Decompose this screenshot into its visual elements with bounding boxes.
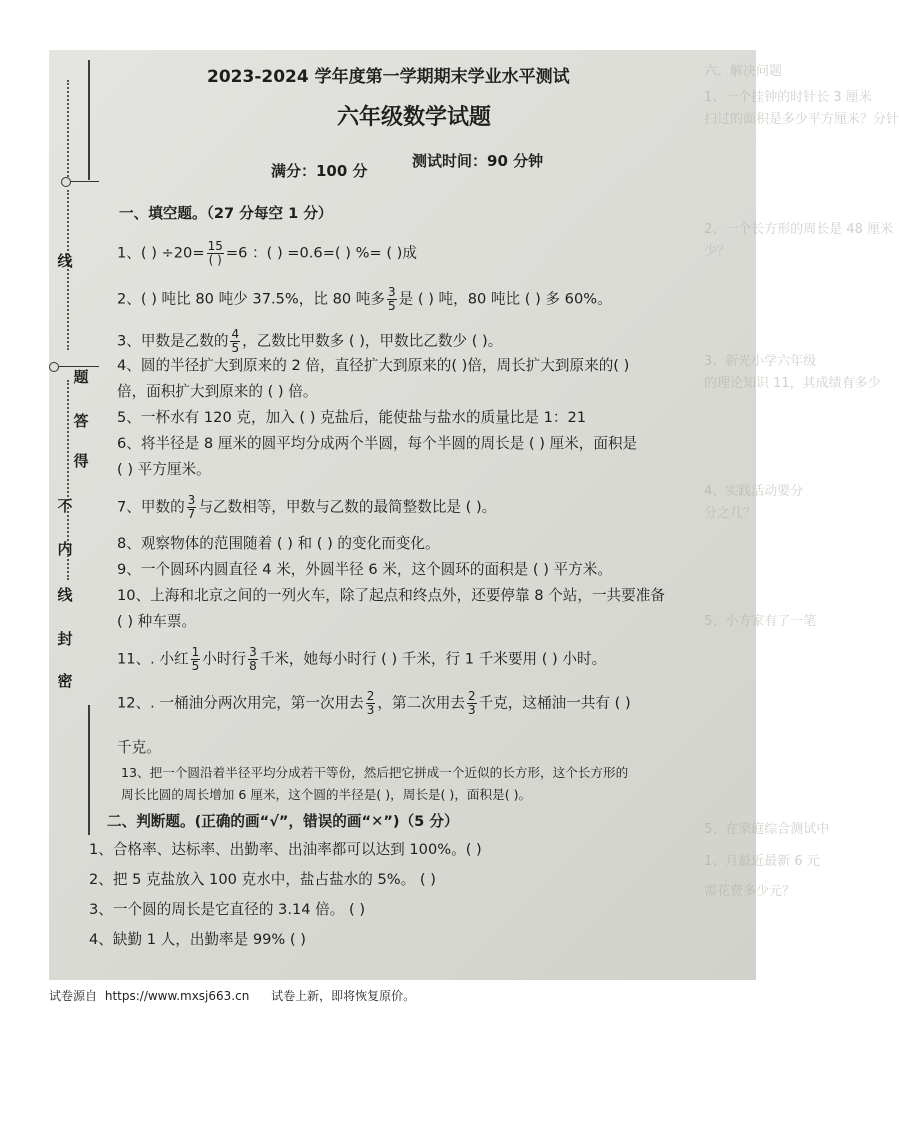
- question-13-line1: 13、把一个圆沿着半径平均分成若干等份，然后把它拼成一个近似的长方形，这个长方形的: [121, 765, 629, 780]
- full-score: 满分：100 分: [271, 162, 368, 180]
- bleed-text: 分之几？: [704, 506, 757, 521]
- margin-char: 线: [57, 586, 73, 604]
- question-11: 11、. 小红 $\frac{1}{5}$ 小时行 $\frac{3}{8}$ 千米，她每小时行 ( ) 千米，行 1 千米要用 ( ) 小时。: [117, 645, 607, 673]
- bleed-text: 5、在家庭综合测试中: [704, 822, 830, 837]
- bleed-text: 六、解决问题: [704, 64, 783, 79]
- exam-subject: 六年级数学试题: [337, 105, 492, 130]
- section-heading: 一、填空题。（27 分每空 1 分）: [119, 205, 333, 222]
- source-link[interactable]: https://www.mxsj663.cn: [104, 989, 250, 1003]
- bleed-text: 2、一个长方形的周长是 48 厘米: [704, 222, 894, 237]
- question-1: 1、( ) ÷20= $\frac{15}{( )}$ =6 ：( ) =0.6=( ) %= ( )成: [117, 239, 417, 267]
- bleed-text: 需花费多少元？: [704, 884, 796, 899]
- margin-char: 得: [73, 452, 89, 470]
- margin-char: 答: [73, 412, 89, 430]
- question-8: 8、观察物体的范围随着 ( ) 和 ( ) 的变化而变化。: [117, 535, 440, 552]
- binding-hole: [49, 362, 59, 372]
- exam-photo: [49, 50, 899, 980]
- margin-char: 线: [57, 252, 73, 270]
- question-4-line1: 4、圆的半径扩大到原来的 2 倍，直径扩大到原来的( )倍，周长扩大到原来的( ): [117, 357, 630, 374]
- source-label: 试卷源自: [49, 989, 98, 1003]
- margin-char: 封: [57, 630, 73, 648]
- question-5: 5、一杯水有 120 克，加入 ( ) 克盐后，能使盐与盐水的质量比是 1：21: [117, 409, 587, 426]
- page-footer: [49, 987, 415, 1004]
- judge-question-1: 1、合格率、达标率、出勤率、出油率都可以达到 100%。( ): [89, 841, 482, 858]
- bleed-text: 3、新光小学六年级: [704, 354, 817, 369]
- notice-text: 试卷上新，即将恢复原价。: [271, 989, 416, 1003]
- fraction: $\frac{4}{5}$: [231, 327, 240, 355]
- binding-hole: [61, 177, 71, 187]
- question-13-line2: 周长比圆的周长增加 6 厘米，这个圆的半径是( )，周长是( )，面积是( )。: [121, 787, 532, 802]
- fraction: $\frac{3}{7}$: [187, 493, 196, 521]
- fraction: $\frac{15}{( )}$: [207, 239, 223, 267]
- binding-mark: [71, 181, 99, 182]
- bleed-text: 少？: [704, 244, 731, 259]
- fraction: $\frac{1}{5}$: [191, 645, 200, 673]
- fraction: $\frac{3}{8}$: [249, 645, 257, 673]
- exam-title: 2023-2024 学年度第一学期期末学业水平测试: [207, 67, 570, 87]
- bleed-text: 4、实践活动要分: [704, 484, 804, 499]
- question-12: 12、. 一桶油分两次用完，第一次用去 $\frac{2}{3}$ ，第二次用去 $\frac{2}{3}$ 千克，这桶油一共有 ( ): [117, 689, 631, 717]
- question-10-line1: 10、上海和北京之间的一列火车，除了起点和终点外，还要停靠 8 个站，一共要准备: [117, 587, 665, 604]
- question-7: 7、甲数的 $\frac{3}{7}$ 与乙数相等，甲数与乙数的最简整数比是 ( )。: [117, 493, 497, 521]
- margin-char: 密: [57, 672, 73, 690]
- question-9: 9、一个圆环内圆直径 4 米，外圆半径 6 米，这个圆环的面积是 ( ) 平方米。: [117, 561, 612, 578]
- judge-question-3: 3、一个圆的周长是它直径的 3.14 倍。 ( ): [89, 901, 366, 918]
- question-3: 3、甲数是乙数的 $\frac{4}{5}$ ，乙数比甲数多 ( )，甲数比乙数少 ( )。: [117, 327, 503, 355]
- margin-char: 不: [57, 497, 73, 515]
- question-6-line1: 6、将半径是 8 厘米的圆平均分成两个半圆，每个半圆的周长是 ( ) 厘米，面积是: [117, 435, 638, 452]
- fraction: $\frac{3}{5}$: [388, 285, 396, 313]
- fraction: $\frac{2}{3}$: [366, 689, 375, 717]
- question-6-line2: ( ) 平方厘米。: [117, 461, 211, 478]
- margin-dots-top: [67, 80, 69, 180]
- margin-line-top: [88, 60, 90, 180]
- margin-char: 题: [73, 368, 89, 386]
- question-10-line2: ( ) 种车票。: [117, 613, 197, 630]
- judge-question-2: 2、把 5 克盐放入 100 克水中，盐占盐水的 5%。 ( ): [89, 871, 436, 888]
- margin-line-bottom: [88, 705, 90, 835]
- judge-question-4: 4、缺勤 1 人，出勤率是 99% ( ): [89, 931, 306, 948]
- bleed-text: 1、一个挂钟的时针长 3 厘米: [704, 90, 872, 105]
- question-2: 2、( ) 吨比 80 吨少 37.5%，比 80 吨多 $\frac{3}{5}$ 是 ( ) 吨，80 吨比 ( ) 多 60%。: [117, 285, 612, 313]
- bleed-text: 的理论知识 11，其成绩有多少: [704, 376, 881, 391]
- test-time: 测试时间：90 分钟: [412, 152, 544, 170]
- bleed-text: 1、月最近最新 6 元: [704, 854, 820, 869]
- question-4-line2: 倍，面积扩大到原来的 ( ) 倍。: [117, 383, 318, 400]
- margin-char: 内: [57, 540, 73, 558]
- fraction: $\frac{2}{3}$: [467, 689, 476, 717]
- bleed-text: 扫过的面积是多少平方厘米？分针: [704, 112, 899, 127]
- bleed-text: 5、小方家有了一笔: [704, 614, 817, 629]
- question-12-line2: 千克。: [117, 739, 161, 756]
- section-heading: 二、判断题。(正确的画“√”，错误的画“✕”)（5 分）: [107, 813, 459, 830]
